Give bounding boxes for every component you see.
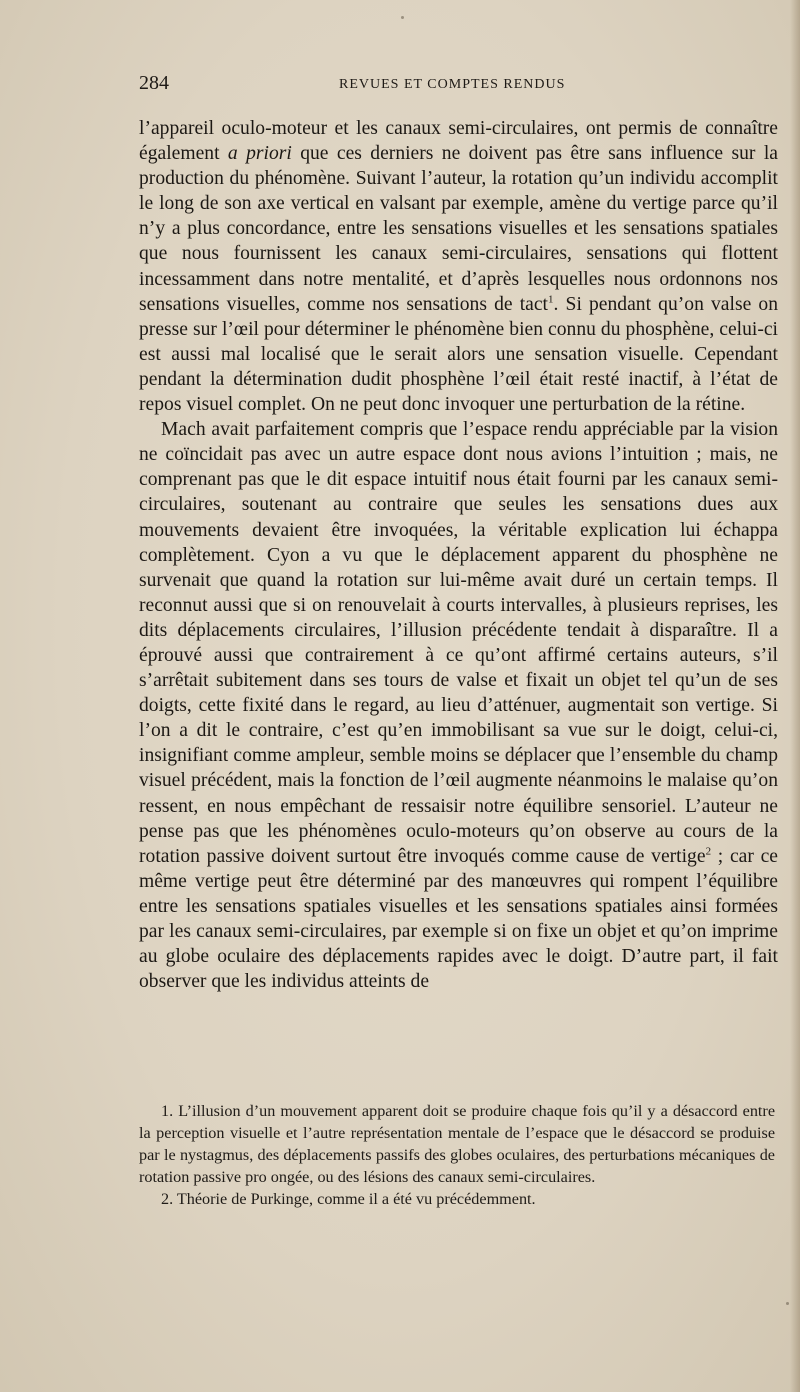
paragraph-1: l’appareil oculo-moteur et les canaux semi-circulaires, ont permis de connaître également a priori que ces derniers ne doivent pas être sans influence sur la production du phénomène. Suivant l’auteur, la rotation qu’un individu accomplit le long de son axe vertical en valsant par exemple, amène du vertige parce qu’il n’y a plus concordance, entre les sensations visuelles et les sensations spatiales que nous fournissent les canaux semi-circulaires, sensations qui flottent incessamment dans notre mentalité, et d’après lesquelles nous ordonnons nos sensations visuelles, comme nos sensations de tact$^1$. Si pendant qu’on valse on presse sur l’œil pour déterminer le phénomène bien connu du phosphène, celui-ci est aussi mal localisé que le serait alors une sensation visuelle. Cependant pendant la détermination dudit phosphène l’œil était resté inactif, à l’état de repos visuel complet. On ne peut donc invoquer une perturbation de la rétine.: [139, 118, 778, 416]
footnote-ref-2: 2: [705, 845, 712, 858]
italic-phrase: a priori: [227, 143, 292, 165]
running-head: REVUES ET COMPTES RENDUS: [339, 77, 566, 92]
footnote-2: 2. Théorie de Purkinge, comme il a été vu précédemment.: [161, 1190, 536, 1208]
footnote-1: 1. L’illusion d’un mouvement apparent doit se produire chaque fois qu’il y a désaccord entre la perception visuelle et l’autre représentation mentale de l’espace que le désaccord se produise par le nystagmus, des déplacements passifs des globes oculaires, des perturbations mécaniques de rotation passive pro ongée, ou des lésions des canaux semi-circulaires.: [139, 1102, 775, 1186]
paragraph-2: Mach avait parfaitement compris que l’espace rendu appréciable par la vision ne coïncidait pas avec un autre espace dont nous avions l’intuition ; mais, ne comprenant pas que le dit espace intuitif nous était fourni par les canaux semi-circulaires, soutenant au contraire que seules les sensations dues aux mouvements devaient être invoquées, la véritable explication lui échappa complètement. Cyon a vu que le déplacement apparent du phosphène ne survenait que quand la rotation sur lui-même avait duré un certain temps. Il reconnut aussi que si on renouvelait à courts intervalles, à plusieurs reprises, les dits déplacements circulaires, l’illusion précédente tendait à disparaître. Il a éprouvé aussi que contrairement à ce qu’ont affirmé certains auteurs, s’il s’arrêtait subitement dans ses tours de valse et fixait un objet tel qu’un de ses doigts, cette fixité dans le regard, au lieu d’atténuer, augmentait son vertige. Si l’on a dit le contraire, c’est qu’en immobilisant sa vue sur le doigt, celui-ci, insignifiant comme ampleur, semble moins se déplacer que l’ensemble du champ visuel précédent, mais la fonction de l’œil augmente néanmoins le malaise qu’on ressent, en nous empêchant de ressaisir notre équilibre sensoriel. L’auteur ne pense pas que les phénomènes oculo-moteurs qu’on observe au cours de la rotation passive doivent surtout être invoqués comme cause de vertige$^2$ ; car ce même vertige peut être déterminé par des manœuvres qui rompent l’équilibre entre les sensations spatiales visuelles et les sensations spatiales ainsi formées par les canaux semi-circulaires, par exemple si on fixe un objet et qu’on imprime au globe oculaire des déplacements rapides avec le doigt. D’autre part, il fait observer que les individus atteints de: [139, 419, 778, 993]
specks: [786, 1302, 789, 1305]
specks: [401, 16, 404, 19]
page-number: 284: [139, 72, 169, 94]
footnote-ref-1: 1: [548, 293, 554, 306]
page-header: [139, 72, 779, 102]
body-text: [139, 116, 778, 994]
footnotes: [139, 1100, 775, 1210]
page-edge-shadow: [790, 0, 800, 1392]
